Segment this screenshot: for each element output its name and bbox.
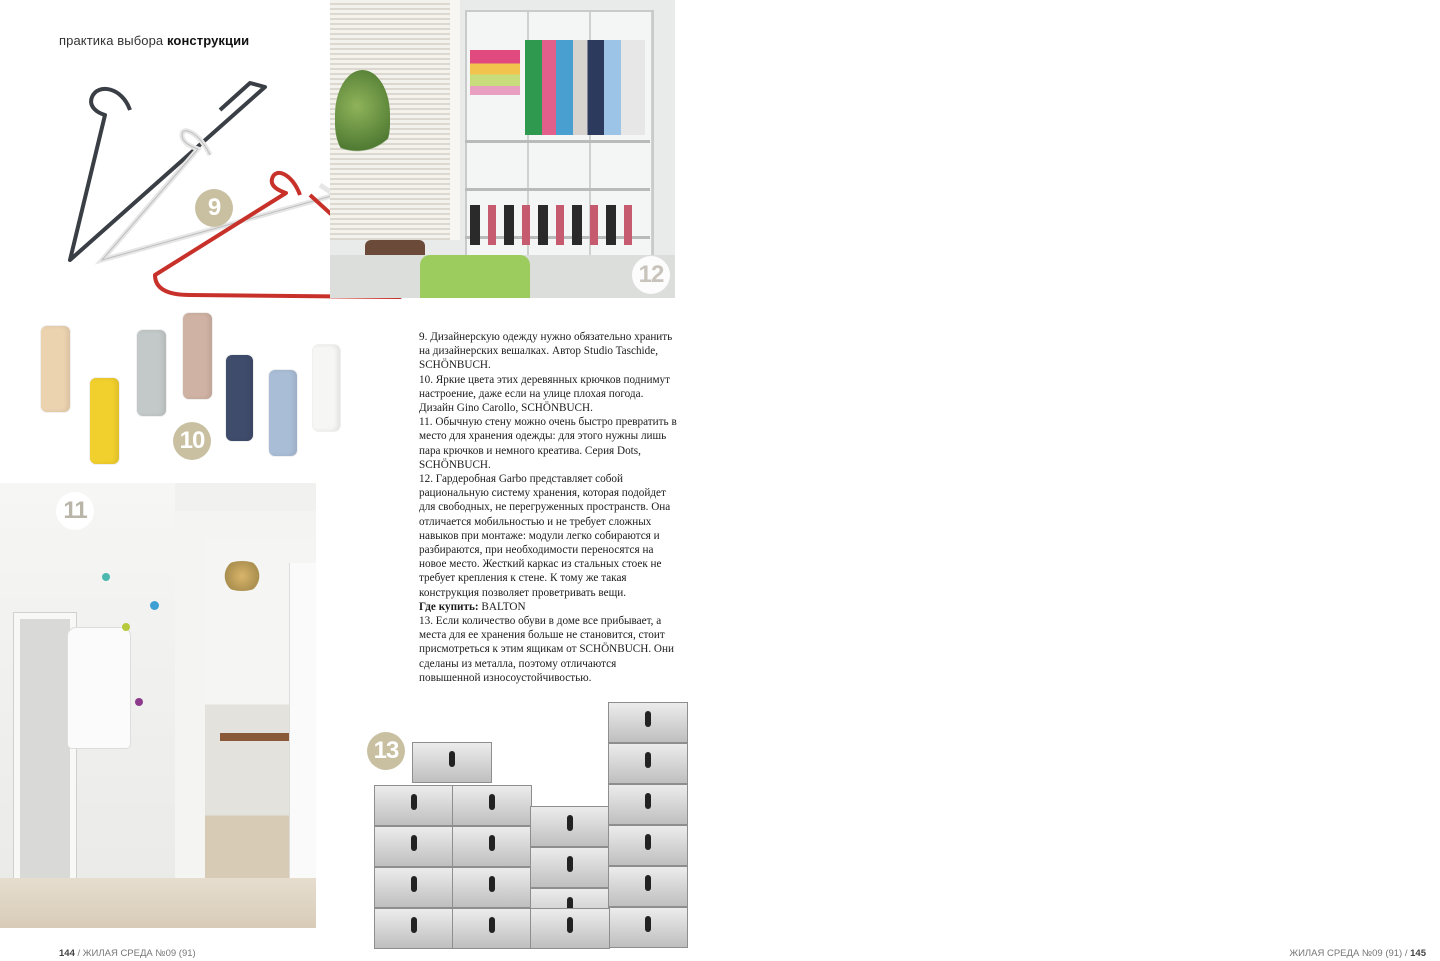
box-handle-slot	[567, 856, 573, 872]
shoe-box	[374, 867, 454, 908]
section-title	[59, 33, 249, 48]
wooden-hook	[183, 313, 212, 399]
wardrobe-photo	[330, 0, 675, 298]
caption-13: 13. Если количество обуви в доме все прибывает, а места для ее хранения больше не становится, стоит присмотреться к этим ящикам от SCHÖNBUCH. Они сделаны из металла, поэтому отличаются повышенной износоустойчивостью.	[419, 615, 674, 684]
figure-11-badge: 11	[56, 492, 94, 530]
shoe-box	[374, 826, 454, 867]
section-title-prefix: практика выбора	[59, 33, 164, 48]
shoe-box	[608, 784, 688, 825]
wooden-hook	[313, 345, 340, 431]
footer-left	[59, 948, 196, 959]
box-handle-slot	[411, 794, 417, 810]
dot-hook-1	[102, 573, 110, 581]
shoe-box	[452, 785, 532, 826]
dot-hook-3	[122, 623, 130, 631]
caption-11: 11. Обычную стену можно очень быстро превратить в место для хранения одежды: для этого нужны лишь пара крючков и немного креатива. Серия Dots, SCHÖNBUCH.	[419, 416, 677, 471]
page-number-right: 145	[1410, 948, 1426, 959]
white-blouse	[68, 628, 130, 748]
box-handle-slot	[645, 711, 651, 727]
caption-10: 10. Яркие цвета этих деревянных крючков поднимут настроение, даже если на улице плохая погода. Дизайн Gino Carollo, SCHÖNBUCH.	[419, 373, 671, 415]
where-to-buy-value: BALTON	[478, 600, 526, 613]
hanging-clothes	[525, 40, 645, 135]
shoe-box	[374, 908, 454, 949]
floor-wood	[0, 878, 316, 928]
box-handle-slot	[411, 835, 417, 851]
box-handle-slot	[645, 916, 651, 932]
shoe-box	[608, 702, 688, 743]
room-photo	[0, 483, 316, 928]
box-handle-slot	[489, 794, 495, 810]
wooden-hook	[226, 355, 253, 441]
chandelier	[218, 561, 266, 591]
shoe-box	[608, 743, 688, 784]
box-handle-slot	[489, 835, 495, 851]
page-number-left: 144	[59, 948, 75, 959]
wooden-hook	[137, 330, 166, 416]
box-handle-slot	[489, 917, 495, 933]
shoe-box	[530, 806, 610, 847]
shoe-box	[374, 785, 454, 826]
box-handle-slot	[645, 752, 651, 768]
shoe-box	[452, 908, 532, 949]
box-handle-slot	[645, 834, 651, 850]
magazine-title-left: / ЖИЛАЯ СРЕДА №09 (91)	[74, 948, 196, 959]
box-handle-slot	[449, 751, 455, 767]
box-handle-slot	[645, 793, 651, 809]
wooden-hook	[269, 370, 297, 456]
where-to-buy	[419, 600, 677, 614]
dot-hook-2	[150, 601, 159, 610]
shoe-box	[452, 826, 532, 867]
where-to-buy-label: Где купить:	[419, 600, 479, 613]
caption-9: 9. Дизайнерскую одежду нужно обязательно хранить на дизайнерских вешалках. Автор Studio Taschide, SCHÖNBUCH.	[419, 331, 673, 372]
shoe-box	[530, 847, 610, 888]
shoe-box	[530, 908, 610, 949]
wooden-hook	[41, 326, 70, 412]
captions-column	[419, 330, 677, 685]
shoes	[470, 205, 640, 245]
figure-9-badge: 9	[195, 189, 233, 227]
dot-hook-4	[135, 698, 143, 706]
caption-12: 12. Гардеробная Garbo представляет собой рациональную систему хранения, которая подойдет для свободных, не перегруженных пространств. Она отличается мобильностью и не требует сложных навыков при монтаже: модули легко собираются и разбираются, при необходимости переносятся на новое место. Жесткий каркас из стальных стоек не требует крепления к стене. К тому же такая конструкция позволяет проветривать вещи.	[419, 473, 671, 599]
wooden-hook	[90, 378, 119, 464]
box-handle-slot	[645, 875, 651, 891]
figure-10-badge: 10	[173, 422, 211, 460]
green-blanket	[420, 255, 530, 298]
figure-12-badge: 12	[632, 256, 670, 294]
folded-items	[470, 50, 520, 95]
box-handle-slot	[411, 917, 417, 933]
dining-table	[220, 733, 300, 741]
magazine-title-right: ЖИЛАЯ СРЕДА №09 (91) /	[1289, 948, 1411, 959]
section-title-bold: конструкции	[166, 33, 250, 48]
mirror	[14, 613, 76, 890]
shoe-box	[608, 866, 688, 907]
figure-13-badge: 13	[367, 732, 405, 770]
shoe-box	[608, 825, 688, 866]
door-leaf	[290, 563, 316, 908]
shoe-box	[412, 742, 492, 783]
shoe-box	[608, 907, 688, 948]
box-handle-slot	[567, 917, 573, 933]
footer-right	[1289, 948, 1426, 959]
box-handle-slot	[567, 815, 573, 831]
box-handle-slot	[411, 876, 417, 892]
box-handle-slot	[489, 876, 495, 892]
plant	[335, 70, 390, 160]
shoe-box	[452, 867, 532, 908]
